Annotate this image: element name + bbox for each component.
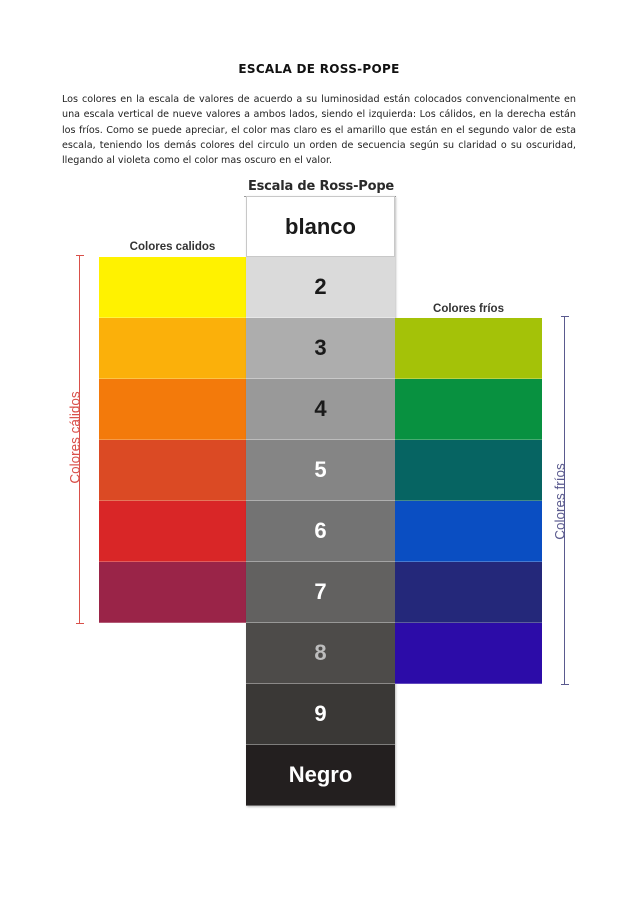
- grey-value-5: 5: [246, 440, 395, 501]
- grey-value-6: 6: [246, 501, 395, 562]
- warm-swatch-3: [99, 379, 246, 440]
- warm-swatch-5: [99, 501, 246, 562]
- warm-side-label: Colores cálidos: [67, 391, 83, 484]
- cold-swatch-6: [395, 623, 542, 684]
- warm-swatch-6: [99, 562, 246, 623]
- warm-swatch-1: [99, 257, 246, 318]
- warm-swatch-4: [99, 440, 246, 501]
- cold-colors-label: Colores fríos: [433, 303, 504, 315]
- grey-value-negro: Negro: [246, 745, 395, 806]
- cold-swatch-2: [395, 379, 542, 440]
- figure-title: Escala de Ross-Pope: [247, 179, 395, 194]
- grey-value-scale: [246, 196, 395, 806]
- grey-value-8: 8: [246, 623, 395, 684]
- grey-value-9: 9: [246, 684, 395, 745]
- warm-colors-label: Colores calidos: [129, 241, 216, 253]
- grey-value-4: 4: [246, 379, 395, 440]
- grey-value-3: 3: [246, 318, 395, 379]
- cold-swatch-4: [395, 501, 542, 562]
- grey-value-blanco: blanco: [246, 196, 395, 257]
- cold-side-label: Colores fríos: [552, 463, 568, 540]
- cold-swatch-3: [395, 440, 542, 501]
- cold-swatch-1: [395, 318, 542, 379]
- grey-value-2: 2: [246, 257, 395, 318]
- intro-paragraph: Los colores en la escala de valores de acuerdo a su luminosidad están colocados convencionalmente en una escala vertical de nueve valores a ambos lados, siendo el izquierda: Los cálidos, en la derecha están los fríos. Como se puede apreciar, el color mas claro es el amarillo que están en el segundo valor de esta escala, teniendo los demás colores del circulo un orden de secuencia según su claridad o su oscuridad, llegando al violeta como el color mas oscuro en el valor.: [62, 94, 576, 167]
- cold-swatch-5: [395, 562, 542, 623]
- page-title: ESCALA DE ROSS-POPE: [238, 62, 400, 76]
- warm-swatch-2: [99, 318, 246, 379]
- grey-value-7: 7: [246, 562, 395, 623]
